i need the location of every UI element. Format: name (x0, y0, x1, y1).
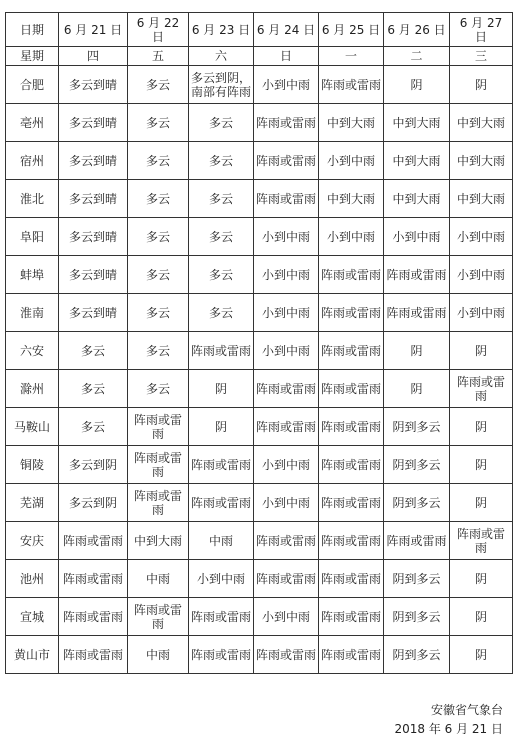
forecast-cell: 多云 (128, 218, 189, 256)
forecast-cell: 中到大雨 (450, 104, 513, 142)
city-row (6, 484, 513, 522)
forecast-cell: 阴 (450, 446, 513, 484)
forecast-cell: 阴 (189, 370, 254, 408)
forecast-cell: 阵雨或雷雨 (319, 256, 384, 294)
forecast-cell: 阵雨或雷雨 (254, 370, 319, 408)
forecast-cell: 阴 (450, 408, 513, 446)
city-row (6, 180, 513, 218)
forecast-cell: 阴 (450, 484, 513, 522)
weekday-cell: 日 (254, 47, 319, 66)
city-name: 蚌埠 (6, 256, 59, 294)
city-row (6, 256, 513, 294)
city-row (6, 446, 513, 484)
forecast-cell: 阵雨或雷雨 (59, 522, 128, 560)
forecast-cell: 中到大雨 (384, 142, 450, 180)
forecast-cell: 多云到晴 (59, 256, 128, 294)
weekday-cell: 四 (59, 47, 128, 66)
forecast-cell: 阵雨或雷雨 (128, 484, 189, 522)
forecast-cell: 阵雨或雷雨 (384, 522, 450, 560)
forecast-cell: 中到大雨 (450, 142, 513, 180)
forecast-cell: 多云 (59, 332, 128, 370)
forecast-cell: 阵雨或雷雨 (189, 598, 254, 636)
forecast-cell: 阵雨或雷雨 (254, 180, 319, 218)
forecast-cell: 中雨 (128, 636, 189, 674)
forecast-cell: 阵雨或雷雨 (128, 408, 189, 446)
forecast-cell: 小到中雨 (254, 294, 319, 332)
forecast-cell: 多云 (128, 370, 189, 408)
forecast-cell: 多云到晴 (59, 66, 128, 104)
forecast-cell: 中到大雨 (384, 104, 450, 142)
forecast-cell: 阵雨或雷雨 (319, 484, 384, 522)
forecast-cell: 小到中雨 (254, 446, 319, 484)
forecast-cell: 小到中雨 (254, 218, 319, 256)
forecast-cell: 小到中雨 (254, 484, 319, 522)
forecast-cell: 阵雨或雷雨 (189, 636, 254, 674)
date-header-row (6, 13, 513, 47)
forecast-cell: 多云到阴 (59, 484, 128, 522)
forecast-cell: 阵雨或雷雨 (254, 522, 319, 560)
forecast-cell: 阵雨或雷雨 (319, 598, 384, 636)
forecast-cell: 多云 (189, 218, 254, 256)
city-name: 安庆 (6, 522, 59, 560)
forecast-cell: 阵雨或雷雨 (319, 446, 384, 484)
weekday-cell: 二 (384, 47, 450, 66)
city-name: 马鞍山 (6, 408, 59, 446)
city-name: 六安 (6, 332, 59, 370)
forecast-cell: 阴到多云 (384, 484, 450, 522)
forecast-cell: 阵雨或雷雨 (254, 142, 319, 180)
forecast-cell: 中到大雨 (128, 522, 189, 560)
forecast-cell: 阴 (450, 560, 513, 598)
forecast-cell: 阵雨或雷雨 (189, 446, 254, 484)
forecast-cell: 阴到多云 (384, 446, 450, 484)
forecast-cell: 阵雨或雷雨 (254, 636, 319, 674)
forecast-cell: 阵雨或雷雨 (319, 560, 384, 598)
forecast-cell: 多云 (189, 180, 254, 218)
forecast-cell: 多云 (128, 180, 189, 218)
date-header-cell: 6 月 21 日 (59, 13, 128, 47)
forecast-cell: 中到大雨 (319, 104, 384, 142)
forecast-cell: 多云到阴，南部有阵雨 (189, 66, 254, 104)
forecast-cell: 阴 (384, 66, 450, 104)
forecast-cell: 小到中雨 (254, 256, 319, 294)
city-row (6, 66, 513, 104)
forecast-cell: 中到大雨 (450, 180, 513, 218)
forecast-cell: 多云 (59, 408, 128, 446)
forecast-cell: 多云 (128, 332, 189, 370)
city-name: 池州 (6, 560, 59, 598)
city-name: 宣城 (6, 598, 59, 636)
city-name: 淮北 (6, 180, 59, 218)
city-row (6, 218, 513, 256)
forecast-cell: 小到中雨 (450, 294, 513, 332)
forecast-cell: 小到中雨 (254, 332, 319, 370)
forecast-cell: 多云 (128, 142, 189, 180)
forecast-cell: 小到中雨 (254, 598, 319, 636)
forecast-cell: 阵雨或雷雨 (254, 104, 319, 142)
forecast-cell: 阵雨或雷雨 (384, 256, 450, 294)
city-name: 黄山市 (6, 636, 59, 674)
forecast-cell: 小到中雨 (384, 218, 450, 256)
date-header-cell: 6 月 23 日 (189, 13, 254, 47)
date-header-label: 日期 (6, 13, 59, 47)
forecast-cell: 阴 (384, 332, 450, 370)
forecast-cell: 阴到多云 (384, 408, 450, 446)
forecast-cell: 阵雨或雷雨 (384, 294, 450, 332)
city-row (6, 370, 513, 408)
city-row (6, 560, 513, 598)
city-row (6, 408, 513, 446)
forecast-cell: 小到中雨 (450, 218, 513, 256)
issuer-label: 安徽省气象台 (430, 703, 503, 717)
forecast-cell: 阴 (450, 636, 513, 674)
forecast-cell: 阵雨或雷雨 (450, 522, 513, 560)
forecast-cell: 中雨 (189, 522, 254, 560)
city-name: 滁州 (6, 370, 59, 408)
forecast-cell: 小到中雨 (254, 66, 319, 104)
forecast-cell: 阵雨或雷雨 (254, 408, 319, 446)
city-row (6, 598, 513, 636)
forecast-cell: 小到中雨 (319, 142, 384, 180)
weekday-label: 星期 (6, 47, 59, 66)
forecast-cell: 多云到晴 (59, 294, 128, 332)
forecast-cell: 阴到多云 (384, 560, 450, 598)
forecast-cell: 阴到多云 (384, 598, 450, 636)
forecast-cell: 阴到多云 (384, 636, 450, 674)
weekday-cell: 三 (450, 47, 513, 66)
city-name: 铜陵 (6, 446, 59, 484)
city-name: 淮南 (6, 294, 59, 332)
date-header-cell: 6 月 26 日 (384, 13, 450, 47)
forecast-cell: 多云 (128, 294, 189, 332)
forecast-cell: 阵雨或雷雨 (319, 522, 384, 560)
forecast-cell: 中到大雨 (384, 180, 450, 218)
city-row (6, 636, 513, 674)
weekday-cell: 六 (189, 47, 254, 66)
forecast-cell: 多云 (128, 66, 189, 104)
forecast-cell: 阵雨或雷雨 (319, 636, 384, 674)
forecast-cell: 多云 (189, 104, 254, 142)
city-name: 阜阳 (6, 218, 59, 256)
forecast-cell: 阵雨或雷雨 (254, 560, 319, 598)
city-row (6, 142, 513, 180)
forecast-cell: 阴 (450, 66, 513, 104)
forecast-cell: 阵雨或雷雨 (319, 66, 384, 104)
city-row (6, 522, 513, 560)
forecast-cell: 阴 (450, 598, 513, 636)
date-header-cell: 6 月 25 日 (319, 13, 384, 47)
issue-date: 2018 年 6 月 21 日 (394, 722, 503, 736)
forecast-cell: 多云 (128, 256, 189, 294)
city-row (6, 104, 513, 142)
forecast-cell: 多云到晴 (59, 180, 128, 218)
forecast-cell: 阴 (450, 332, 513, 370)
forecast-cell: 多云到晴 (59, 218, 128, 256)
forecast-cell: 阵雨或雷雨 (189, 484, 254, 522)
forecast-cell: 多云 (189, 294, 254, 332)
city-name: 亳州 (6, 104, 59, 142)
forecast-cell: 多云到阴 (59, 446, 128, 484)
city-name: 芜湖 (6, 484, 59, 522)
forecast-cell: 阵雨或雷雨 (319, 332, 384, 370)
forecast-cell: 阵雨或雷雨 (319, 370, 384, 408)
forecast-cell: 阵雨或雷雨 (189, 332, 254, 370)
weekday-cell: 一 (319, 47, 384, 66)
forecast-cell: 小到中雨 (189, 560, 254, 598)
forecast-cell: 阵雨或雷雨 (59, 598, 128, 636)
forecast-cell: 多云到晴 (59, 142, 128, 180)
forecast-cell: 阵雨或雷雨 (319, 294, 384, 332)
forecast-cell: 中到大雨 (319, 180, 384, 218)
forecast-cell: 阵雨或雷雨 (128, 598, 189, 636)
city-name: 合肥 (6, 66, 59, 104)
forecast-cell: 阵雨或雷雨 (59, 636, 128, 674)
forecast-cell: 多云到晴 (59, 104, 128, 142)
forecast-cell: 多云 (128, 104, 189, 142)
date-header-cell: 6 月 27 日 (450, 13, 513, 47)
forecast-cell: 多云 (59, 370, 128, 408)
forecast-cell: 多云 (189, 142, 254, 180)
city-name: 宿州 (6, 142, 59, 180)
forecast-cell: 阵雨或雷雨 (450, 370, 513, 408)
weekday-cell: 五 (128, 47, 189, 66)
forecast-cell: 多云 (189, 256, 254, 294)
weather-forecast-table (5, 12, 513, 674)
forecast-cell: 阴 (189, 408, 254, 446)
date-header-cell: 6 月 24 日 (254, 13, 319, 47)
forecast-cell: 阵雨或雷雨 (59, 560, 128, 598)
city-row (6, 332, 513, 370)
weekday-row (6, 47, 513, 66)
forecast-cell: 阵雨或雷雨 (319, 408, 384, 446)
forecast-cell: 阴 (384, 370, 450, 408)
forecast-cell: 中雨 (128, 560, 189, 598)
city-row (6, 294, 513, 332)
date-header-cell: 6 月 22 日 (128, 13, 189, 47)
forecast-cell: 小到中雨 (319, 218, 384, 256)
forecast-cell: 阵雨或雷雨 (128, 446, 189, 484)
forecast-cell: 小到中雨 (450, 256, 513, 294)
forecast-sheet (5, 12, 513, 674)
